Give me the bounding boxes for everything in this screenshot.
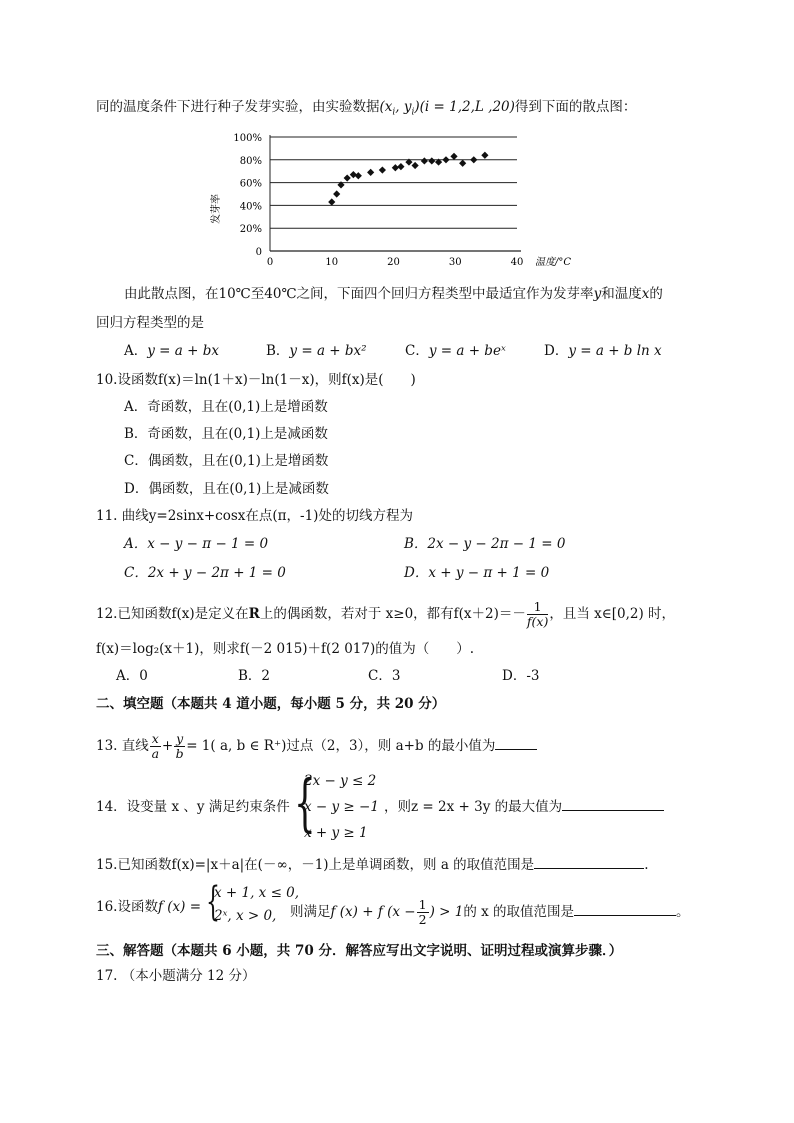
q15-line: 15.已知函数f(x)=|x＋a|在(－∞，－1)上是单调函数，则 a 的取值范围是 . (96, 857, 649, 873)
chart-point (470, 156, 477, 163)
chart-point (379, 166, 386, 173)
scatter-chart (205, 125, 585, 275)
q9-stem-line1: 由此散点图，在10℃至40℃之间，下面四个回归方程类型中最适宜作为发芽率y和温度x的 (124, 286, 663, 302)
q12-stem-line1: 12.已知函数f(x)是定义在R上的偶函数，若对于 x≥0，都有f(x＋2)＝－ $\frac{1}{f(x)}$ ，且当 x∈[0,2) 时， (96, 599, 676, 629)
chart-x-tick-label: 40 (510, 257, 524, 268)
chart-y-tick-label: 20% (239, 224, 262, 236)
q9-option-c: C．y = a + beˣ (405, 343, 506, 359)
q14-brace: { (294, 766, 316, 839)
chart-x-tick-label: 10 (325, 257, 339, 268)
q14-constraint-3: x + y ≥ 1 (304, 825, 368, 841)
chart-point (421, 157, 428, 164)
chart-point (333, 190, 340, 197)
q11-option-a: A．x − y − π − 1 = 0 (124, 536, 269, 552)
q10-option-c: C．偶函数，且在(0,1)上是增函数 (124, 453, 329, 469)
intro-text-2: 得到下面的散点图： (514, 99, 637, 115)
chart-ticks (233, 133, 523, 268)
q14-answer-blank[interactable] (562, 798, 664, 811)
q16-case-2: 2ˣ, x > 0, (214, 908, 277, 924)
q12-option-c: C．3 (368, 668, 401, 684)
chart-point (367, 169, 374, 176)
q11-option-b: B．2x − y − 2π − 1 = 0 (404, 536, 566, 552)
q16-answer-blank[interactable] (574, 903, 676, 916)
chart-y-tick-label: 0 (255, 247, 262, 258)
q16-case-1: x + 1, x ≤ 0, (214, 885, 300, 901)
chart-point (412, 162, 419, 169)
chart-point (328, 198, 335, 205)
chart-point (481, 152, 488, 159)
q16-brace: { (206, 879, 220, 925)
q10-stem: 10.设函数f(x)＝ln(1＋x)－ln(1－x)，则f(x)是( ) (96, 372, 416, 388)
q14-label: 14．设变量 x 、y 满足约束条件 (96, 799, 290, 815)
q14-constraint-2: x − y ≥ −1 (304, 799, 379, 815)
chart-xlabel: 温度/°C (535, 257, 572, 268)
q10-option-a: A．奇函数，且在(0,1)上是增函数 (124, 399, 328, 415)
chart-y-tick-label: 100% (233, 133, 262, 144)
q14-rest: ，则z = 2x + 3y 的最大值为 (384, 798, 664, 816)
q11-option-c: C．2x + y − 2π + 1 = 0 (124, 565, 286, 581)
q9-option-d: D．y = a + b ln x (544, 343, 662, 359)
chart-x-tick-label: 0 (266, 257, 274, 268)
q12-option-b: B．2 (238, 668, 271, 684)
chart-point (397, 163, 404, 170)
chart-ylabel: 发芽率 (211, 194, 222, 224)
q9-option-b: B．y = a + bx² (266, 343, 367, 359)
q14-constraint-1: 2x − y ≤ 2 (304, 773, 377, 789)
q11-option-d: D．x + y − π + 1 = 0 (404, 565, 550, 581)
chart-point (355, 172, 362, 179)
section3-heading: 三、解答题（本题共 6 小题，共 70 分．解答应写出文字说明、证明过程或演算步骤．） (96, 943, 623, 959)
q10-option-d: D．偶函数，且在(0,1)上是减函数 (124, 481, 329, 497)
intro-text-1: 同的温度条件下进行种子发芽实验，由实验数据 (96, 99, 380, 115)
q10-option-b: B．奇函数，且在(0,1)上是减函数 (124, 426, 328, 442)
q16-rest: 则满足f (x) + f (x − $\frac{1}{2}$ ) > 1的 x 的取值范围是 。 (290, 897, 690, 927)
q13-answer-blank[interactable] (495, 737, 537, 750)
q12-option-d: D．-3 (502, 668, 540, 684)
chart-point (392, 164, 399, 171)
chart-x-tick-label: 30 (448, 257, 462, 268)
chart-point (442, 156, 449, 163)
section2-heading: 二、填空题（本题共 4 道小题，每小题 5 分，共 20 分） (96, 696, 446, 712)
q12-fraction: $\frac{1}{f(x)}$ (526, 599, 549, 629)
q16-label: 16.设函数f (x) = (96, 899, 202, 915)
q15-answer-blank[interactable] (534, 856, 644, 869)
chart-y-tick-label: 80% (239, 155, 262, 167)
q13-line: 13. 直线 $\frac{x}{a}$ + $\frac{y}{b}$ = 1( a, b ∈ R⁺)过点（2，3），则 a+b 的最小值为 (96, 732, 537, 761)
chart-point (344, 174, 351, 181)
q9-stem-line2: 回归方程类型的是 (96, 315, 204, 331)
q11-stem: 11. 曲线y=2sinx+cosx在点(π，-1)处的切线方程为 (96, 508, 413, 524)
chart-point (428, 157, 435, 164)
intro-line (96, 98, 636, 122)
chart-point (459, 160, 466, 167)
q12-stem-line2: f(x)＝log₂(x＋1)，则求f(－2 015)＋f(2 017)的值为（ ）. (96, 641, 475, 657)
chart-y-tick-label: 60% (239, 178, 262, 190)
q17-heading: 17. （本小题满分 12 分） (96, 968, 256, 984)
chart-y-tick-label: 40% (239, 201, 262, 213)
chart-axes (270, 135, 521, 251)
q12-option-a: A．0 (116, 668, 148, 684)
data-notation: ($x_i$, $y_i)(i = 1,2,L$ ,20) (379, 99, 515, 118)
chart-point (450, 153, 457, 160)
chart-grid (270, 137, 517, 228)
chart-x-tick-label: 20 (387, 257, 400, 268)
q9-option-a: A．y = a + bx (124, 343, 219, 359)
